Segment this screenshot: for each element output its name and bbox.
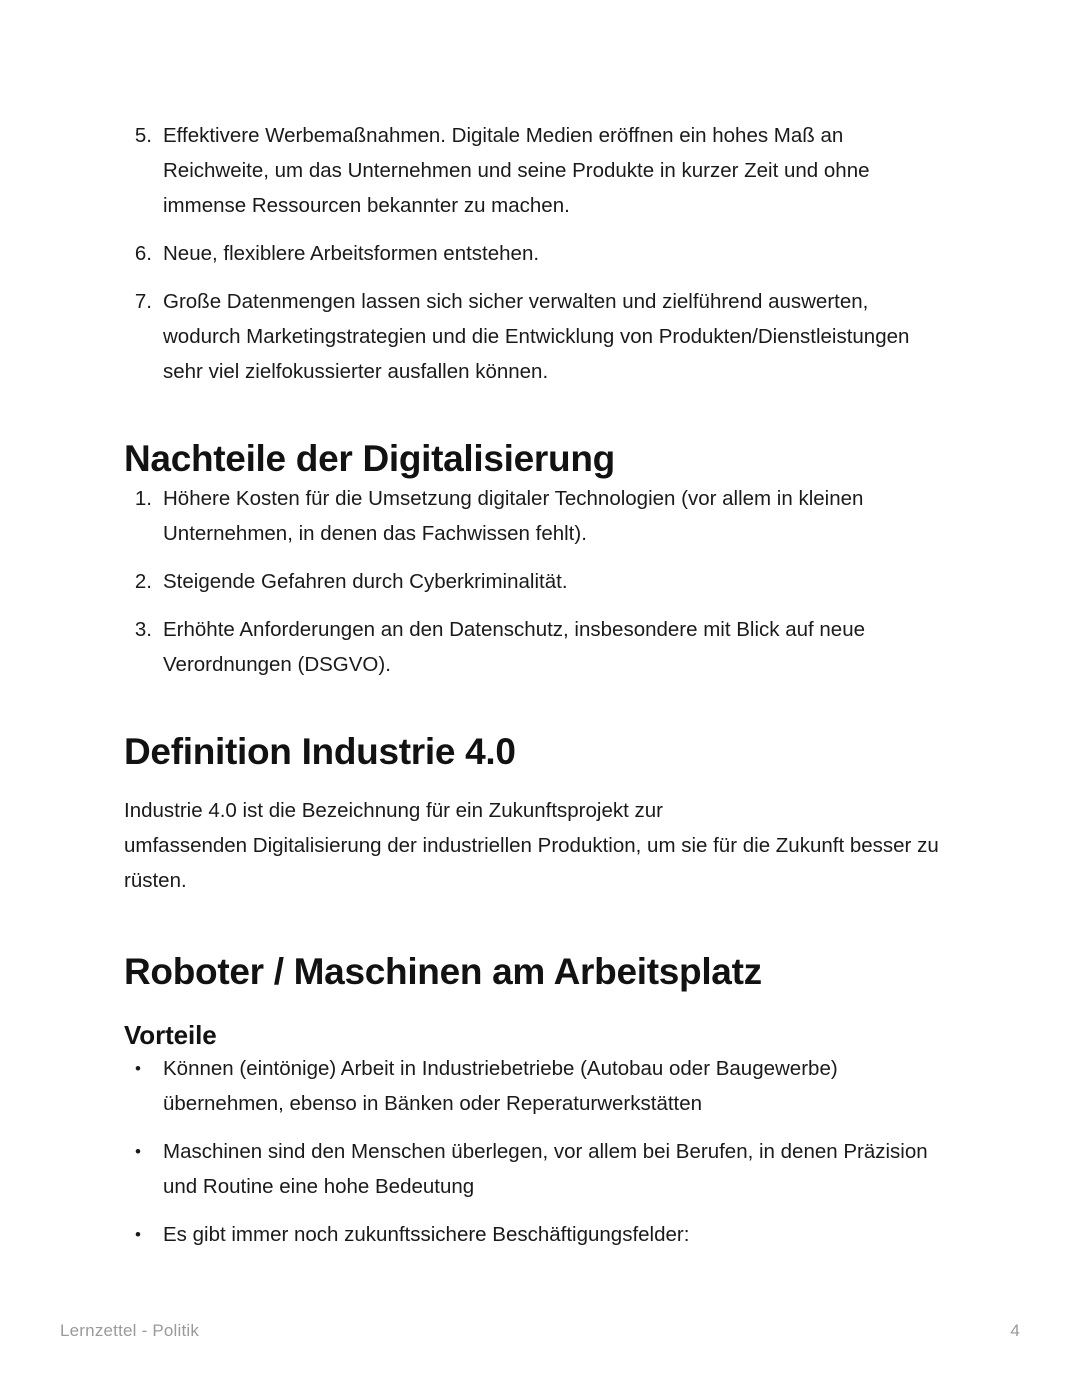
list-item <box>124 284 944 389</box>
section-heading-nachteile: Nachteile der Digitalisierung <box>124 438 615 479</box>
definition-paragraph <box>124 793 944 898</box>
roboter-section <box>124 950 944 994</box>
list-marker: 2. <box>134 569 152 593</box>
list-item <box>124 1217 944 1252</box>
list-item <box>124 236 944 271</box>
list-item <box>124 1051 944 1121</box>
bullet-icon: • <box>135 1225 141 1245</box>
subsection-heading-vorteile: Vorteile <box>124 1019 217 1050</box>
list-item-text: Höhere Kosten für die Umsetzung digitaler Technologien (vor allem in kleinen Unternehmen, in denen das Fachwissen fehlt). <box>163 486 864 545</box>
list-item-text: Können (eintönige) Arbeit in Industriebetriebe (Autobau oder Baugewerbe) übernehmen, ebenso in Bänken oder Reperaturwerkstätten <box>163 1057 838 1116</box>
list-item-text: Es gibt immer noch zukunftssichere Beschäftigungsfelder: <box>163 1223 690 1247</box>
list-item <box>124 481 944 551</box>
footer-page-number: 4 <box>1010 1321 1020 1340</box>
definition-paragraph-line-1: Industrie 4.0 ist die Bezeichnung für ein Zukunftsprojekt zur <box>124 799 663 823</box>
definition-section <box>124 730 944 774</box>
disadvantages-list <box>124 481 944 682</box>
list-item <box>124 1134 944 1204</box>
list-item-text: Steigende Gefahren durch Cyberkriminalität. <box>163 569 568 593</box>
nachteile-section <box>124 437 944 481</box>
advantages-continued-list <box>124 118 944 389</box>
list-item-text: Neue, flexiblere Arbeitsformen entstehen. <box>163 242 540 265</box>
roboter-subsection <box>124 1020 944 1051</box>
list-marker: 5. <box>134 124 152 147</box>
list-item-text: Große Datenmengen lassen sich sicher verwalten und zielführend auswerten, wodurch Marketingstrategien und die Entwicklung von Produkten/Dienstleistungen sehr viel zielfokussierter ausfallen können. <box>163 290 910 383</box>
list-marker: 1. <box>134 486 152 510</box>
definition-paragraph-wrapper <box>124 793 944 898</box>
document-content <box>124 118 944 1252</box>
list-item-text: Effektivere Werbemaßnahmen. Digitale Medien eröffnen ein hohes Maß an Reichweite, um das Unternehmen und seine Produkte in kurzer Zeit und ohne immense Ressourcen bekannter zu machen. <box>163 124 870 217</box>
section-heading-definition: Definition Industrie 4.0 <box>124 730 516 772</box>
page-footer <box>60 1320 1020 1342</box>
list-item <box>124 612 944 682</box>
list-item <box>124 564 944 599</box>
list-item <box>124 118 944 223</box>
list-item-text: Erhöhte Anforderungen an den Datenschutz, insbesondere mit Blick auf neue Verordnungen (DSGVO). <box>163 617 866 676</box>
bullet-icon: • <box>135 1059 141 1079</box>
list-item-text: Maschinen sind den Menschen überlegen, vor allem bei Berufen, in denen Präzision und Routine eine hohe Bedeutung <box>163 1140 928 1199</box>
footer-document-title: Lernzettel - Politik <box>60 1321 200 1340</box>
list-marker: 6. <box>134 242 152 265</box>
bullet-icon: • <box>135 1142 141 1162</box>
definition-paragraph-line-2: umfassenden Digitalisierung der industriellen Produktion, um sie für die Zukunft besser zu rüsten. <box>124 834 939 893</box>
section-heading-roboter: Roboter / Maschinen am Arbeitsplatz <box>124 951 762 993</box>
list-marker: 3. <box>134 617 152 641</box>
roboter-advantages-list <box>124 1051 944 1252</box>
list-marker: 7. <box>134 290 152 313</box>
